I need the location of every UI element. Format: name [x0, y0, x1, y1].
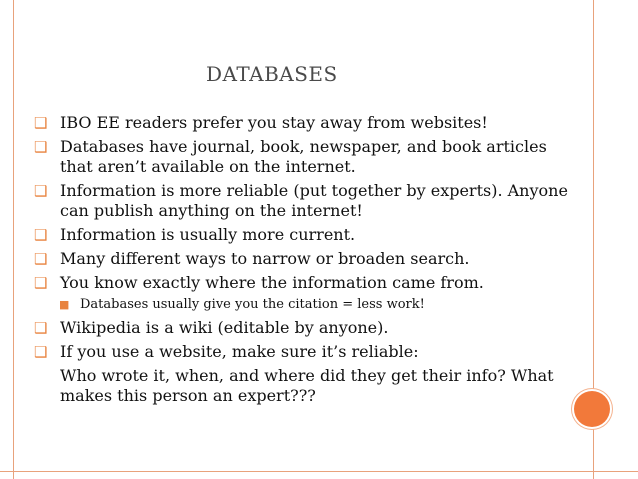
bullet-item-3: [34, 181, 574, 221]
bullet-text: If you use a website, make sure it’s reliable:: [60, 342, 419, 361]
bullet-item-1: [34, 113, 574, 133]
sub-bullet-marker-icon: ■: [59, 298, 70, 311]
bullet-marker-icon: ❑: [34, 226, 48, 244]
bullet-text: IBO EE readers prefer you stay away from websites!: [60, 113, 488, 132]
bullet-list: [34, 113, 574, 406]
bullet-marker-icon: ❑: [34, 274, 48, 292]
trailing-paragraph: Who wrote it, when, and where did they get their info? What makes this person an expert???: [60, 366, 554, 405]
left-border-rule: [13, 0, 14, 479]
bullet-marker-icon: ❑: [34, 114, 48, 132]
bullet-item-4: [34, 225, 574, 245]
bullet-marker-icon: ❑: [34, 343, 48, 361]
bullet-marker-icon: ❑: [34, 138, 48, 156]
bullet-item-5: [34, 249, 574, 269]
bullet-marker-icon: ❑: [34, 182, 48, 200]
bullet-item-7: [34, 318, 574, 338]
bullet-item-6: [34, 273, 574, 293]
slide-title: DATABASES: [206, 62, 338, 86]
bullet-marker-icon: ❑: [34, 250, 48, 268]
bullet-text: Many different ways to narrow or broaden search.: [60, 249, 470, 268]
bullet-text: You know exactly where the information came from.: [60, 273, 484, 292]
bullet-item-2: [34, 137, 574, 177]
bullet-item-8: [34, 342, 574, 362]
bullet-text: Wikipedia is a wiki (editable by anyone).: [60, 318, 389, 337]
bullet-text: Databases have journal, book, newspaper, and book articles that aren’t available on the internet.: [60, 137, 547, 176]
sub-bullet-item: [34, 296, 574, 314]
bullet-text: Information is usually more current.: [60, 225, 356, 244]
decorative-circle: [574, 391, 610, 427]
bottom-border-rule: [0, 471, 638, 472]
sub-bullet-text: Databases usually give you the citation = less work!: [80, 297, 425, 312]
bullet-marker-icon: ❑: [34, 319, 48, 337]
bullet-text: Information is more reliable (put together by experts). Anyone can publish anything on the internet!: [60, 181, 568, 220]
